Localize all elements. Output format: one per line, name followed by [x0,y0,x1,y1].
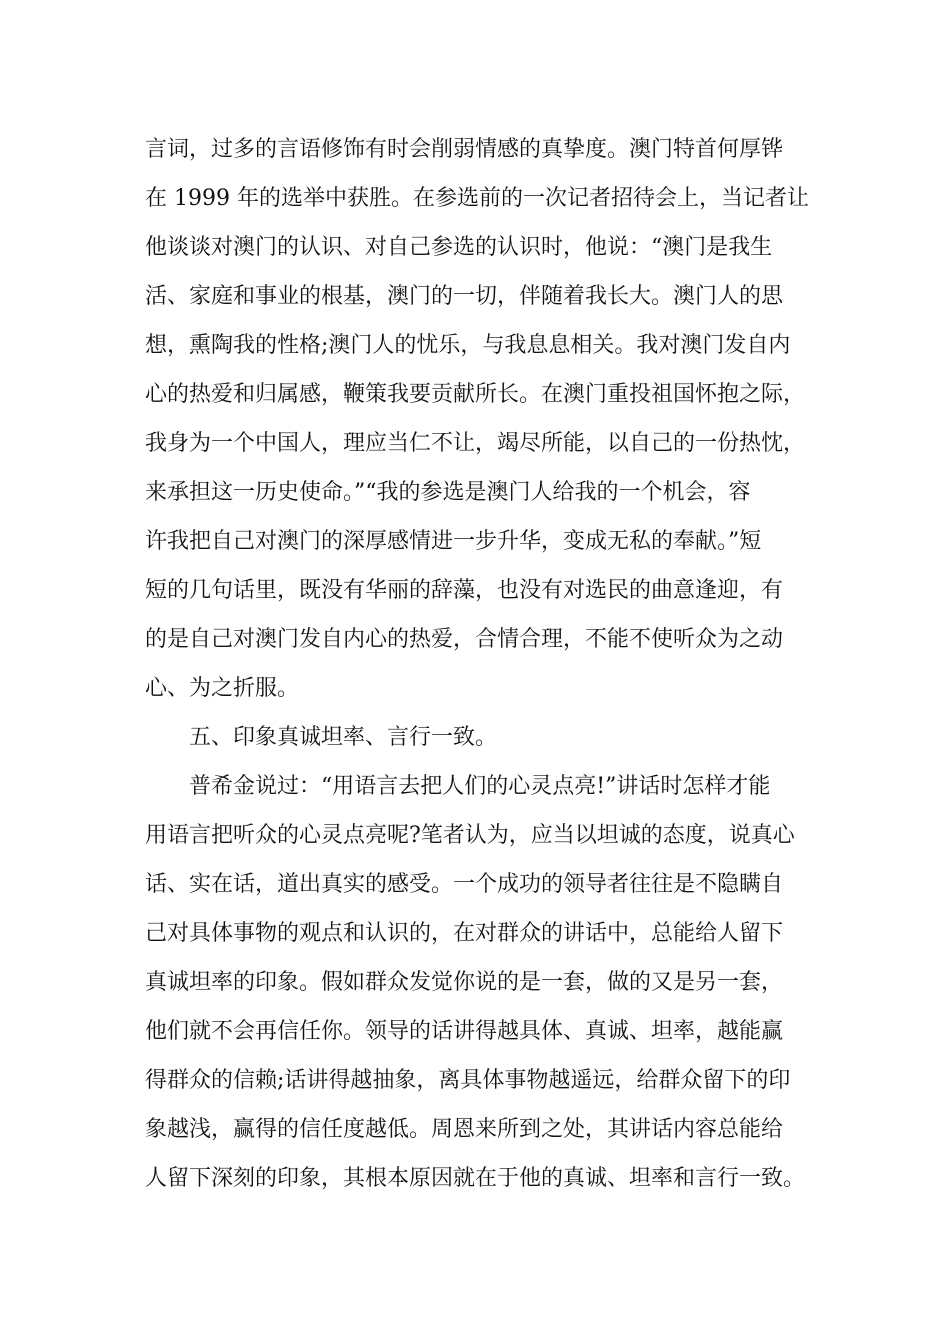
text-line-4: 活、家庭和事业的根基，澳门的一切，伴随着我长大。澳门人的思 [145,284,784,309]
text-line-22: 人留下深刻的印象，其根本原因就在于他的真诚、坦率和言行一致。 [145,1166,806,1191]
text-line-8: 来承担这一历史使命。”“我的参选是澳门人给我的一个机会，容 [145,480,751,505]
text-line-1: 言词，过多的言语修饰有时会削弱情感的真挚度。澳门特首何厚铧 [145,137,784,162]
text-line-10: 短的几句话里，既没有华丽的辞藻，也没有对选民的曲意逢迎，有 [145,578,784,603]
text-line-15: 用语言把听众的心灵点亮呢?笔者认为，应当以坦诚的态度，说真心 [145,823,795,848]
text-line-6: 心的热爱和归属感，鞭策我要贡献所长。在澳门重投祖国怀抱之际， [145,382,806,407]
text-line-20: 得群众的信赖;话讲得越抽象，离具体事物越遥远，给群众留下的印 [145,1068,791,1093]
text-line-16: 话、实在话，道出真实的感受。一个成功的领导者往往是不隐瞒自 [145,872,784,897]
text-line-3: 他谈谈对澳门的认识、对自己参选的认识时，他说：“澳门是我生 [145,235,773,260]
text-line-11: 的是自己对澳门发自内心的热爱，合情合理，不能不使听众为之动 [145,627,784,652]
text-line-14: 普希金说过：“用语言去把人们的心灵点亮!”讲话时怎样才能 [189,774,771,799]
text-line-7: 我身为一个中国人，理应当仁不让，竭尽所能，以自己的一份热忱， [145,431,806,456]
body-text [145,125,835,1203]
text-line-2: 在 1999 年的选举中获胜。在参选前的一次记者招待会上，当记者让 [145,186,809,211]
text-line-17: 己对具体事物的观点和认识的，在对群众的讲话中，总能给人留下 [145,921,784,946]
text-line-9: 许我把自己对澳门的深厚感情进一步升华，变成无私的奉献。”短 [145,529,762,554]
section-heading: 五、印象真诚坦率、言行一致。 [189,725,498,750]
text-line-21: 象越浅，赢得的信任度越低。周恩来所到之处，其讲话内容总能给 [145,1117,784,1142]
text-line-12: 心、为之折服。 [145,676,300,701]
text-line-19: 他们就不会再信任你。领导的话讲得越具体、真诚、坦率，越能赢 [145,1019,784,1044]
text-line-18: 真诚坦率的印象。假如群众发觉你说的是一套，做的又是另一套， [145,970,784,995]
text-line-5: 想，熏陶我的性格;澳门人的忧乐，与我息息相关。我对澳门发自内 [145,333,791,358]
